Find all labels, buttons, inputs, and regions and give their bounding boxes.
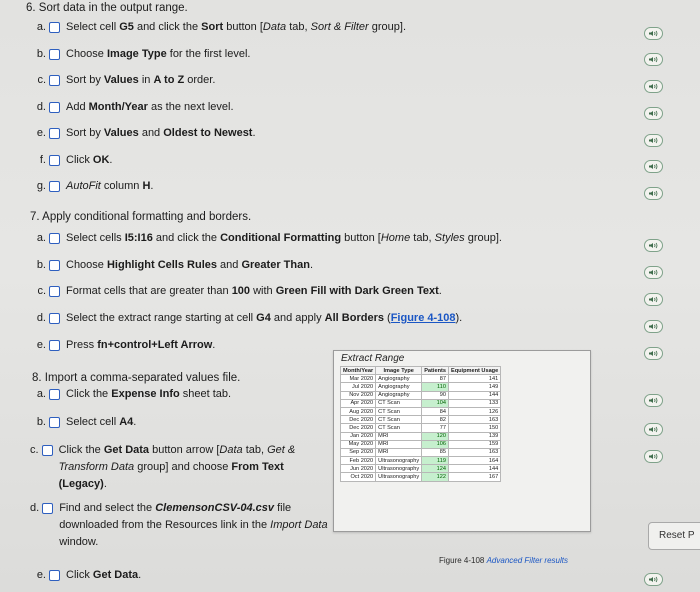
play-audio-button[interactable] — [644, 80, 663, 93]
speaker-icon — [648, 83, 659, 90]
step-checkbox[interactable] — [49, 49, 60, 60]
figure-caption — [439, 556, 568, 565]
step-checkbox[interactable] — [49, 75, 60, 86]
step-8-b — [30, 414, 280, 431]
table-cell: 85 — [422, 448, 449, 456]
step-text: Choose Highlight Cells Rules and Greater Than. — [66, 259, 313, 271]
step-checkbox[interactable] — [49, 389, 60, 400]
step-text: AutoFit column H. — [66, 180, 154, 192]
step-checkbox[interactable] — [49, 155, 60, 166]
step-text: Sort by Values in A to Z order. — [66, 74, 216, 86]
table-header: Patients — [422, 367, 449, 375]
step-checkbox[interactable] — [49, 417, 60, 428]
speaker-icon — [648, 190, 659, 197]
speaker-icon — [648, 296, 659, 303]
table-cell: 77 — [422, 424, 449, 432]
table-cell: 87 — [422, 375, 449, 383]
table-cell: Jan 2020 — [341, 432, 376, 440]
step-checkbox[interactable] — [49, 22, 60, 33]
step-text: Select cell A4. — [66, 416, 137, 428]
step-text: Select cell G5 and click the Sort button [Data tab, Sort & Filter group]. — [66, 21, 407, 33]
figure-caption-label: Figure 4-108 — [439, 556, 485, 565]
step-text: Click the Get Data button arrow [Data tab, Get & Transform Data group] and choose From Text (Legacy). — [58, 444, 296, 490]
table-cell: Aug 2020 — [341, 407, 376, 415]
play-audio-button[interactable] — [644, 423, 663, 436]
table-row — [341, 432, 501, 440]
step-letter: d. — [36, 101, 46, 113]
table-cell: Ultrasonography — [376, 457, 422, 465]
step-letter: b. — [36, 259, 46, 271]
step-letter: c. — [30, 444, 39, 456]
table-cell: Angiography — [376, 391, 422, 399]
step-8-e — [30, 567, 280, 584]
table-cell: 133 — [448, 399, 500, 407]
figure-extract-range — [333, 350, 591, 532]
step-7-c — [30, 283, 590, 300]
step-7-d — [30, 310, 590, 327]
play-audio-button[interactable] — [644, 266, 663, 279]
table-header: Image Type — [376, 367, 422, 375]
table-cell: 82 — [422, 416, 449, 424]
step-6-c — [30, 72, 590, 89]
step-checkbox[interactable] — [49, 128, 60, 139]
speaker-icon — [648, 163, 659, 170]
step-6-a — [30, 19, 590, 36]
speaker-icon — [648, 453, 659, 460]
table-row — [341, 399, 501, 407]
table-cell: Dec 2020 — [341, 416, 376, 424]
play-audio-button[interactable] — [644, 107, 663, 120]
speaker-icon — [648, 323, 659, 330]
table-cell: Jun 2020 — [341, 465, 376, 473]
table-cell: May 2020 — [341, 440, 376, 448]
table-cell: 139 — [448, 432, 500, 440]
table-cell: 106 — [422, 440, 449, 448]
play-audio-button[interactable] — [644, 573, 663, 586]
section-6-heading: 6. Sort data in the output range. — [26, 2, 188, 14]
table-cell: 144 — [448, 391, 500, 399]
speaker-icon — [648, 426, 659, 433]
table-cell: Sep 2020 — [341, 448, 376, 456]
step-8-a — [30, 386, 280, 403]
play-audio-button[interactable] — [644, 239, 663, 252]
table-cell: Angiography — [376, 383, 422, 391]
play-audio-button[interactable] — [644, 320, 663, 333]
step-checkbox[interactable] — [49, 233, 60, 244]
step-letter: a. — [36, 21, 46, 33]
step-text: Select the extract range starting at cell G4 and apply All Borders (Figure 4-108). — [66, 312, 463, 324]
step-checkbox[interactable] — [49, 260, 60, 271]
play-audio-button[interactable] — [644, 394, 663, 407]
step-letter: e. — [36, 339, 46, 351]
table-cell: CT Scan — [376, 424, 422, 432]
step-text: Choose Image Type for the first level. — [66, 48, 251, 60]
table-cell: Nov 2020 — [341, 391, 376, 399]
table-cell: CT Scan — [376, 407, 422, 415]
speaker-icon — [648, 30, 659, 37]
table-header: Month/Year — [341, 367, 376, 375]
speaker-icon — [648, 56, 659, 63]
table-cell: Ultrasonography — [376, 465, 422, 473]
table-cell: 122 — [422, 473, 449, 481]
step-6-e — [30, 125, 590, 142]
table-row — [341, 448, 501, 456]
speaker-icon — [648, 242, 659, 249]
table-cell: 163 — [448, 416, 500, 424]
step-checkbox[interactable] — [49, 340, 60, 351]
play-audio-button[interactable] — [644, 53, 663, 66]
speaker-icon — [648, 110, 659, 117]
table-row — [341, 416, 501, 424]
step-text: Click OK. — [66, 154, 113, 166]
step-text: Select cells I5:I16 and click the Conditional Formatting button [Home tab, Styles group]. — [66, 232, 502, 244]
extract-range-table — [340, 366, 501, 482]
step-letter: e. — [36, 127, 46, 139]
step-6-d — [30, 99, 590, 116]
step-letter: b. — [36, 416, 46, 428]
table-cell: MRI — [376, 448, 422, 456]
play-audio-button[interactable] — [644, 134, 663, 147]
step-letter: c. — [37, 285, 46, 297]
table-cell: 110 — [422, 383, 449, 391]
table-cell: Angiography — [376, 375, 422, 383]
step-text: Find and select the ClemensonCSV-04.csv file downloaded from the Resources link in the Import Data window. — [59, 502, 328, 548]
table-cell: 119 — [422, 457, 449, 465]
table-cell: 90 — [422, 391, 449, 399]
play-audio-button[interactable] — [644, 293, 663, 306]
table-cell: MRI — [376, 440, 422, 448]
step-letter: d. — [36, 312, 46, 324]
step-letter: c. — [37, 74, 46, 86]
speaker-icon — [648, 269, 659, 276]
table-row — [341, 473, 501, 481]
step-checkbox[interactable] — [49, 102, 60, 113]
step-letter: b. — [36, 48, 46, 60]
table-cell: 126 — [448, 407, 500, 415]
step-checkbox[interactable] — [49, 570, 60, 581]
table-cell: Dec 2020 — [341, 424, 376, 432]
play-audio-button[interactable] — [644, 27, 663, 40]
reset-button[interactable]: Reset P — [648, 522, 700, 550]
table-row — [341, 424, 501, 432]
step-letter: f. — [39, 154, 46, 166]
table-row — [341, 391, 501, 399]
speaker-icon — [648, 350, 659, 357]
step-letter: a. — [36, 388, 46, 400]
step-text: Sort by Values and Oldest to Newest. — [66, 127, 256, 139]
speaker-icon — [648, 137, 659, 144]
table-cell: 159 — [448, 440, 500, 448]
step-text: Add Month/Year as the next level. — [66, 101, 234, 113]
section-7-heading: 7. Apply conditional formatting and borders. — [30, 211, 252, 223]
step-checkbox[interactable] — [49, 181, 60, 192]
step-text: Click the Expense Info sheet tab. — [66, 388, 232, 400]
step-letter: a. — [36, 232, 46, 244]
table-cell: Apr 2020 — [341, 399, 376, 407]
table-cell: 150 — [448, 424, 500, 432]
speaker-icon — [648, 397, 659, 404]
table-row — [341, 457, 501, 465]
table-cell: Oct 2020 — [341, 473, 376, 481]
table-cell: 167 — [448, 473, 500, 481]
table-cell: 149 — [448, 383, 500, 391]
figure-title: Extract Range — [341, 353, 405, 364]
table-row — [341, 465, 501, 473]
speaker-icon — [648, 576, 659, 583]
table-cell: 120 — [422, 432, 449, 440]
table-cell: 124 — [422, 465, 449, 473]
step-checkbox[interactable] — [49, 286, 60, 297]
table-row — [341, 440, 501, 448]
table-row — [341, 407, 501, 415]
step-text: Click Get Data. — [66, 569, 142, 581]
table-cell: 164 — [448, 457, 500, 465]
play-audio-button[interactable] — [644, 450, 663, 463]
table-cell: CT Scan — [376, 399, 422, 407]
step-checkbox[interactable] — [42, 445, 53, 456]
table-cell: 163 — [448, 448, 500, 456]
step-text: Press fn+control+Left Arrow. — [66, 339, 216, 351]
table-cell: Jul 2020 — [341, 383, 376, 391]
step-6-g — [30, 178, 590, 195]
play-audio-button[interactable] — [644, 187, 663, 200]
table-cell: 84 — [422, 407, 449, 415]
step-7-a — [30, 230, 590, 247]
table-cell: 104 — [422, 399, 449, 407]
step-checkbox[interactable] — [42, 503, 53, 514]
section-8-heading: 8. Import a comma-separated values file. — [32, 372, 241, 384]
step-checkbox[interactable] — [49, 313, 60, 324]
table-cell: 141 — [448, 375, 500, 383]
step-letter: d. — [30, 502, 40, 514]
table-cell: Mar 2020 — [341, 375, 376, 383]
table-header: Equipment Usage — [448, 367, 500, 375]
figure-caption-text: Advanced Filter results — [486, 556, 568, 565]
play-audio-button[interactable] — [644, 347, 663, 360]
table-row — [341, 383, 501, 391]
table-cell: 144 — [448, 465, 500, 473]
table-row — [341, 375, 501, 383]
step-6-f — [30, 152, 590, 169]
table-cell: Feb 2020 — [341, 457, 376, 465]
table-cell: CT Scan — [376, 416, 422, 424]
step-8-d — [30, 500, 330, 551]
step-6-b — [30, 46, 590, 63]
step-7-b — [30, 257, 590, 274]
step-text: Format cells that are greater than 100 with Green Fill with Dark Green Text. — [66, 285, 442, 297]
play-audio-button[interactable] — [644, 160, 663, 173]
table-cell: Ultrasonography — [376, 473, 422, 481]
step-letter: g. — [36, 180, 46, 192]
step-letter: e. — [36, 569, 46, 581]
step-8-c — [30, 442, 330, 493]
table-cell: MRI — [376, 432, 422, 440]
